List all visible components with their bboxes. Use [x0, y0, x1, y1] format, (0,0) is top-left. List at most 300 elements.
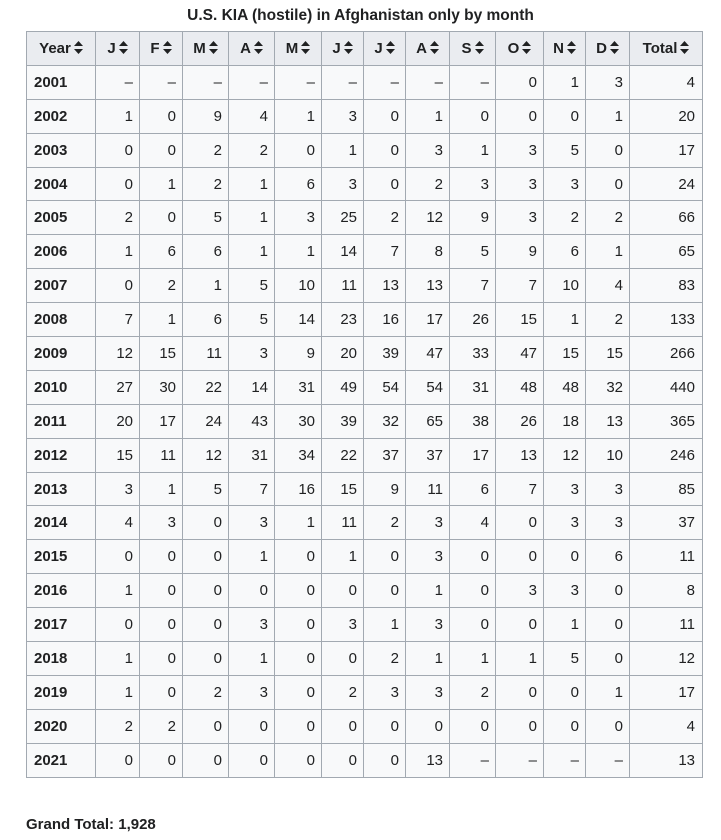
month-cell: 12: [544, 438, 586, 472]
row-year: 2020: [27, 709, 96, 743]
month-cell: 0: [140, 608, 183, 642]
month-cell: 3: [496, 574, 544, 608]
month-cell: 48: [496, 370, 544, 404]
month-cell: 1: [496, 642, 544, 676]
month-cell: 0: [275, 608, 322, 642]
month-cell: 13: [406, 743, 450, 777]
row-year: 2004: [27, 167, 96, 201]
month-cell: 0: [364, 133, 406, 167]
month-cell: 22: [322, 438, 364, 472]
row-year: 2018: [27, 642, 96, 676]
month-cell: 2: [183, 167, 229, 201]
month-cell: 5: [450, 235, 496, 269]
month-cell: 0: [496, 65, 544, 99]
month-cell: 1: [586, 235, 630, 269]
month-cell: 7: [96, 303, 140, 337]
month-cell: 7: [496, 472, 544, 506]
row-year: 2016: [27, 574, 96, 608]
month-cell: 10: [544, 269, 586, 303]
month-cell: 30: [275, 404, 322, 438]
month-cell: 0: [96, 743, 140, 777]
column-header-label: D: [596, 39, 607, 57]
month-cell: 3: [229, 608, 275, 642]
month-cell: 1: [322, 133, 364, 167]
column-header-label: J: [107, 39, 116, 57]
column-header-month-12[interactable]: [586, 32, 630, 66]
month-cell: 0: [140, 201, 183, 235]
month-cell: 0: [586, 167, 630, 201]
column-header-label: J: [332, 39, 341, 57]
row-total: 12: [630, 642, 703, 676]
month-cell: 15: [140, 337, 183, 371]
month-cell: 0: [586, 709, 630, 743]
month-cell: 3: [496, 201, 544, 235]
month-cell: 9: [275, 337, 322, 371]
month-cell: 1: [586, 675, 630, 709]
month-cell: 3: [544, 574, 586, 608]
month-cell: 0: [96, 269, 140, 303]
row-year: 2002: [27, 99, 96, 133]
row-total: 133: [630, 303, 703, 337]
column-header-label: A: [240, 39, 251, 57]
month-cell: 0: [140, 540, 183, 574]
month-cell: 6: [183, 235, 229, 269]
month-cell: 20: [96, 404, 140, 438]
month-cell: 37: [364, 438, 406, 472]
month-cell: 2: [140, 269, 183, 303]
row-year: 2013: [27, 472, 96, 506]
table-row: [27, 201, 703, 235]
month-cell: –: [406, 65, 450, 99]
month-cell: 2: [406, 167, 450, 201]
month-cell: 6: [275, 167, 322, 201]
month-cell: 25: [322, 201, 364, 235]
month-cell: 0: [183, 574, 229, 608]
month-cell: 0: [496, 506, 544, 540]
month-cell: 2: [586, 303, 630, 337]
month-cell: 3: [275, 201, 322, 235]
month-cell: 0: [229, 574, 275, 608]
month-cell: 1: [229, 201, 275, 235]
month-cell: 6: [544, 235, 586, 269]
table-row: [27, 540, 703, 574]
month-cell: 10: [586, 438, 630, 472]
month-cell: –: [96, 65, 140, 99]
month-cell: 0: [96, 540, 140, 574]
column-header-total[interactable]: [630, 32, 703, 66]
column-header-label: F: [150, 39, 160, 57]
month-cell: 15: [544, 337, 586, 371]
month-cell: 17: [406, 303, 450, 337]
row-total: 37: [630, 506, 703, 540]
column-header-month-8[interactable]: [406, 32, 450, 66]
row-total: 11: [630, 608, 703, 642]
column-header-month-7[interactable]: [364, 32, 406, 66]
column-header-label: N: [553, 39, 564, 57]
month-cell: 0: [364, 167, 406, 201]
row-total: 83: [630, 269, 703, 303]
column-header-label: Year: [39, 39, 71, 57]
month-cell: 13: [586, 404, 630, 438]
month-cell: 2: [450, 675, 496, 709]
grand-total-label: Grand Total:: [26, 816, 115, 833]
row-total: 85: [630, 472, 703, 506]
row-year: 2014: [27, 506, 96, 540]
month-cell: 3: [229, 337, 275, 371]
month-cell: 3: [322, 99, 364, 133]
month-cell: 2: [183, 675, 229, 709]
column-header-month-3[interactable]: [183, 32, 229, 66]
month-cell: 0: [322, 642, 364, 676]
month-cell: 15: [586, 337, 630, 371]
month-cell: 0: [364, 99, 406, 133]
month-cell: 47: [406, 337, 450, 371]
sort-arrows-icon[interactable]: [119, 41, 128, 54]
sort-arrows-icon[interactable]: [430, 41, 439, 54]
month-cell: 2: [140, 709, 183, 743]
month-cell: 1: [406, 99, 450, 133]
sort-arrows-icon[interactable]: [209, 41, 218, 54]
column-header-month-4[interactable]: [229, 32, 275, 66]
month-cell: 2: [364, 642, 406, 676]
month-cell: 47: [496, 337, 544, 371]
month-cell: 1: [275, 506, 322, 540]
row-total: 4: [630, 709, 703, 743]
month-cell: 3: [322, 608, 364, 642]
month-cell: 18: [544, 404, 586, 438]
column-header-month-10[interactable]: [496, 32, 544, 66]
month-cell: 0: [275, 133, 322, 167]
month-cell: 4: [586, 269, 630, 303]
month-cell: 13: [364, 269, 406, 303]
month-cell: 0: [229, 709, 275, 743]
row-total: 17: [630, 133, 703, 167]
month-cell: 17: [140, 404, 183, 438]
table-body: [27, 65, 703, 777]
month-cell: 54: [364, 370, 406, 404]
month-cell: 15: [96, 438, 140, 472]
month-cell: 0: [322, 743, 364, 777]
sort-arrows-icon[interactable]: [475, 41, 484, 54]
month-cell: 0: [586, 608, 630, 642]
month-cell: 37: [406, 438, 450, 472]
row-year: 2012: [27, 438, 96, 472]
column-header-label: O: [507, 39, 520, 57]
month-cell: 11: [322, 506, 364, 540]
month-cell: 0: [322, 574, 364, 608]
column-header-label: A: [416, 39, 427, 57]
month-cell: 0: [275, 675, 322, 709]
month-cell: 0: [183, 709, 229, 743]
table-row: [27, 167, 703, 201]
month-cell: 10: [275, 269, 322, 303]
month-cell: 1: [275, 99, 322, 133]
month-cell: 0: [544, 540, 586, 574]
month-cell: 1: [229, 642, 275, 676]
row-total: 365: [630, 404, 703, 438]
month-cell: 0: [586, 574, 630, 608]
column-header-label: M: [193, 39, 206, 57]
sort-arrows-icon[interactable]: [522, 41, 531, 54]
month-cell: 0: [183, 540, 229, 574]
month-cell: 0: [450, 99, 496, 133]
month-cell: 3: [406, 133, 450, 167]
month-cell: 1: [140, 167, 183, 201]
month-cell: 2: [364, 201, 406, 235]
month-cell: 11: [183, 337, 229, 371]
month-cell: 1: [229, 235, 275, 269]
month-cell: 39: [322, 404, 364, 438]
month-cell: 0: [183, 506, 229, 540]
row-year: 2019: [27, 675, 96, 709]
header-row: [27, 32, 703, 66]
month-cell: 6: [183, 303, 229, 337]
table-row: [27, 642, 703, 676]
month-cell: 5: [183, 472, 229, 506]
column-header-label: S: [461, 39, 472, 57]
month-cell: 7: [229, 472, 275, 506]
month-cell: 1: [96, 675, 140, 709]
month-cell: 0: [496, 99, 544, 133]
month-cell: 65: [406, 404, 450, 438]
month-cell: 39: [364, 337, 406, 371]
month-cell: 5: [544, 133, 586, 167]
table-row: [27, 235, 703, 269]
month-cell: 1: [229, 167, 275, 201]
month-cell: 0: [96, 608, 140, 642]
month-cell: 7: [364, 235, 406, 269]
month-cell: 26: [450, 303, 496, 337]
month-cell: 1: [96, 235, 140, 269]
month-cell: 43: [229, 404, 275, 438]
month-cell: 3: [406, 540, 450, 574]
table-row: [27, 269, 703, 303]
table-row: [27, 65, 703, 99]
month-cell: 0: [364, 574, 406, 608]
column-header-year[interactable]: [27, 32, 96, 66]
table-row: [27, 608, 703, 642]
month-cell: 7: [496, 269, 544, 303]
row-year: 2007: [27, 269, 96, 303]
sort-arrows-icon[interactable]: [680, 41, 689, 54]
month-cell: 12: [96, 337, 140, 371]
month-cell: 3: [364, 675, 406, 709]
column-header-label: Total: [642, 39, 678, 57]
month-cell: 30: [140, 370, 183, 404]
month-cell: 3: [544, 472, 586, 506]
month-cell: 14: [229, 370, 275, 404]
month-cell: 11: [322, 269, 364, 303]
column-header-month-2[interactable]: [140, 32, 183, 66]
month-cell: 3: [406, 608, 450, 642]
month-cell: 0: [450, 709, 496, 743]
month-cell: 2: [322, 675, 364, 709]
month-cell: 32: [364, 404, 406, 438]
month-cell: 15: [322, 472, 364, 506]
sort-arrows-icon[interactable]: [344, 41, 353, 54]
month-cell: –: [275, 65, 322, 99]
month-cell: 0: [140, 99, 183, 133]
month-cell: 0: [183, 743, 229, 777]
month-cell: –: [586, 743, 630, 777]
month-cell: 0: [140, 675, 183, 709]
month-cell: 0: [96, 133, 140, 167]
month-cell: 34: [275, 438, 322, 472]
month-cell: 3: [140, 506, 183, 540]
row-year: 2003: [27, 133, 96, 167]
month-cell: 0: [496, 540, 544, 574]
month-cell: –: [183, 65, 229, 99]
month-cell: 49: [322, 370, 364, 404]
table-row: [27, 438, 703, 472]
row-total: 8: [630, 574, 703, 608]
month-cell: 1: [322, 540, 364, 574]
grand-total: [26, 815, 156, 835]
kia-table: [26, 31, 703, 778]
month-cell: 0: [140, 133, 183, 167]
column-header-month-9[interactable]: [450, 32, 496, 66]
month-cell: 22: [183, 370, 229, 404]
month-cell: 1: [450, 133, 496, 167]
month-cell: 0: [140, 642, 183, 676]
month-cell: –: [450, 743, 496, 777]
column-header-month-1[interactable]: [96, 32, 140, 66]
month-cell: 33: [450, 337, 496, 371]
sort-arrows-icon[interactable]: [386, 41, 395, 54]
month-cell: 0: [229, 743, 275, 777]
month-cell: 17: [450, 438, 496, 472]
month-cell: 0: [450, 540, 496, 574]
month-cell: 3: [229, 675, 275, 709]
row-total: 266: [630, 337, 703, 371]
month-cell: 15: [496, 303, 544, 337]
row-total: 4: [630, 65, 703, 99]
month-cell: 0: [544, 675, 586, 709]
column-header-label: M: [285, 39, 299, 57]
month-cell: 5: [183, 201, 229, 235]
month-cell: 16: [275, 472, 322, 506]
row-year: 2008: [27, 303, 96, 337]
month-cell: 3: [450, 167, 496, 201]
sort-arrows-icon[interactable]: [163, 41, 172, 54]
month-cell: 3: [586, 472, 630, 506]
month-cell: 9: [364, 472, 406, 506]
column-header-month-11[interactable]: [544, 32, 586, 66]
month-cell: 31: [275, 370, 322, 404]
month-cell: –: [364, 65, 406, 99]
table-row: [27, 404, 703, 438]
month-cell: 3: [544, 506, 586, 540]
row-year: 2001: [27, 65, 96, 99]
row-total: 17: [630, 675, 703, 709]
month-cell: 1: [96, 99, 140, 133]
table-row: [27, 574, 703, 608]
month-cell: 3: [96, 472, 140, 506]
table-row: [27, 675, 703, 709]
month-cell: 0: [275, 743, 322, 777]
month-cell: 0: [275, 540, 322, 574]
row-total: 11: [630, 540, 703, 574]
month-cell: –: [544, 743, 586, 777]
month-cell: 54: [406, 370, 450, 404]
month-cell: –: [450, 65, 496, 99]
month-cell: 32: [586, 370, 630, 404]
sort-arrows-icon[interactable]: [610, 41, 619, 54]
month-cell: 11: [406, 472, 450, 506]
month-cell: 31: [450, 370, 496, 404]
month-cell: 0: [140, 574, 183, 608]
month-cell: 0: [96, 167, 140, 201]
month-cell: 0: [183, 608, 229, 642]
month-cell: 0: [496, 608, 544, 642]
month-cell: 0: [496, 709, 544, 743]
month-cell: –: [140, 65, 183, 99]
month-cell: 0: [275, 709, 322, 743]
month-cell: 4: [96, 506, 140, 540]
table-row: [27, 303, 703, 337]
month-cell: 1: [406, 642, 450, 676]
month-cell: 3: [406, 675, 450, 709]
month-cell: 1: [544, 303, 586, 337]
month-cell: 9: [450, 201, 496, 235]
sort-arrows-icon[interactable]: [74, 41, 83, 54]
month-cell: 6: [450, 472, 496, 506]
column-header-month-5[interactable]: [275, 32, 322, 66]
month-cell: 38: [450, 404, 496, 438]
month-cell: 3: [544, 167, 586, 201]
row-total: 24: [630, 167, 703, 201]
month-cell: 24: [183, 404, 229, 438]
month-cell: 13: [406, 269, 450, 303]
month-cell: 0: [140, 743, 183, 777]
grand-total-value: 1,928: [118, 816, 156, 833]
month-cell: 0: [364, 709, 406, 743]
month-cell: 2: [544, 201, 586, 235]
month-cell: 8: [406, 235, 450, 269]
row-total: 66: [630, 201, 703, 235]
month-cell: 0: [364, 540, 406, 574]
month-cell: 0: [183, 642, 229, 676]
sort-arrows-icon[interactable]: [301, 41, 310, 54]
month-cell: 3: [586, 65, 630, 99]
row-total: 20: [630, 99, 703, 133]
sort-arrows-icon[interactable]: [567, 41, 576, 54]
sort-arrows-icon[interactable]: [254, 41, 263, 54]
month-cell: 6: [140, 235, 183, 269]
month-cell: 2: [586, 201, 630, 235]
row-total: 440: [630, 370, 703, 404]
month-cell: 6: [586, 540, 630, 574]
row-year: 2015: [27, 540, 96, 574]
month-cell: 16: [364, 303, 406, 337]
month-cell: 0: [275, 574, 322, 608]
month-cell: 3: [406, 506, 450, 540]
month-cell: 1: [406, 574, 450, 608]
month-cell: 3: [322, 167, 364, 201]
month-cell: 2: [96, 201, 140, 235]
month-cell: 0: [364, 743, 406, 777]
month-cell: 14: [275, 303, 322, 337]
column-header-month-6[interactable]: [322, 32, 364, 66]
month-cell: 9: [496, 235, 544, 269]
table-row: [27, 709, 703, 743]
month-cell: 26: [496, 404, 544, 438]
table-row: [27, 370, 703, 404]
month-cell: 1: [544, 608, 586, 642]
month-cell: 1: [96, 574, 140, 608]
month-cell: 0: [544, 99, 586, 133]
month-cell: 5: [544, 642, 586, 676]
